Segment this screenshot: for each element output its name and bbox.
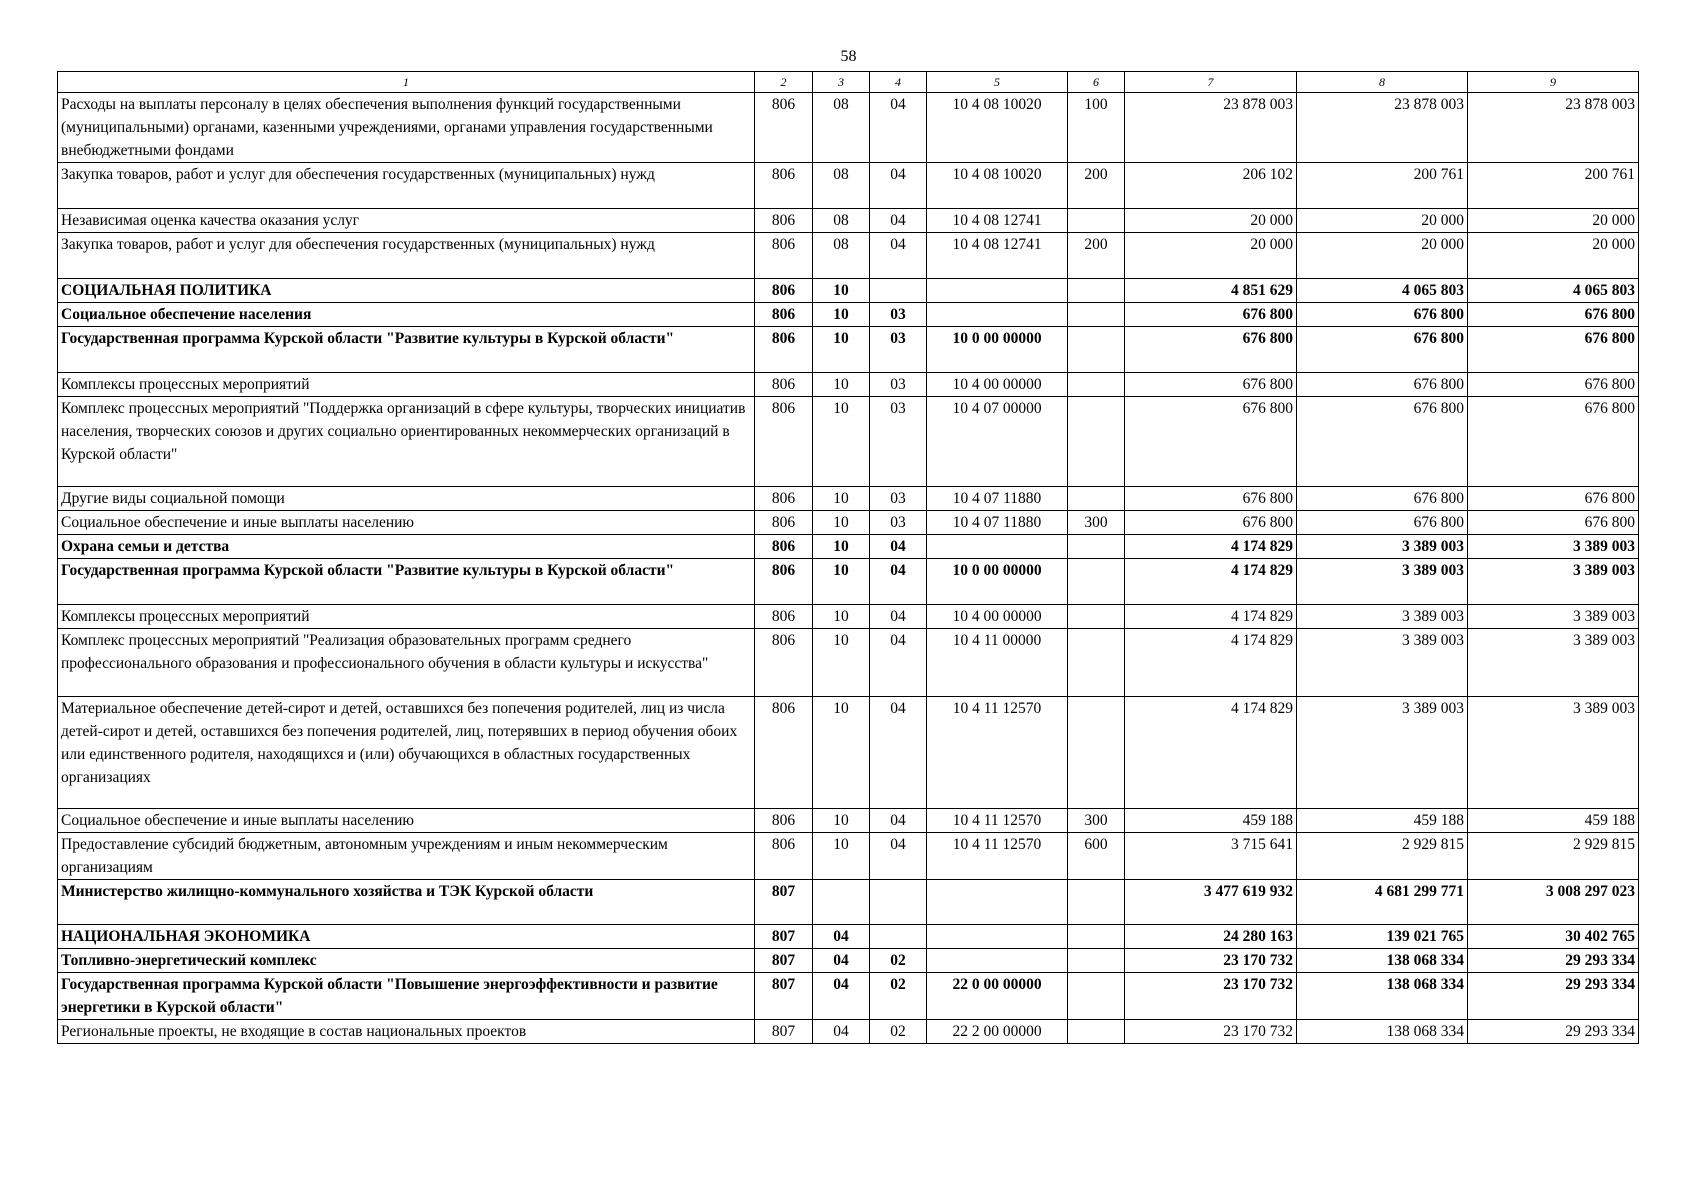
subsection-code: 04 (870, 535, 927, 559)
amount-col-8: 138 068 334 (1297, 949, 1468, 973)
section-code: 10 (813, 629, 870, 697)
table-row (58, 605, 1639, 629)
item-name: Социальное обеспечение населения (58, 303, 755, 327)
amount-col-9: 20 000 (1468, 209, 1639, 233)
section-code: 10 (813, 303, 870, 327)
expense-type-code (1068, 697, 1125, 809)
amount-col-7: 206 102 (1125, 163, 1297, 209)
section-code: 08 (813, 209, 870, 233)
section-code: 04 (813, 949, 870, 973)
expense-type-code: 100 (1068, 93, 1125, 163)
target-article-code: 10 4 11 12570 (927, 833, 1068, 880)
section-code: 10 (813, 487, 870, 511)
subsection-code: 02 (870, 949, 927, 973)
column-number: 4 (870, 72, 927, 93)
table-row (58, 93, 1639, 163)
item-name: Государственная программа Курской области "Развитие культуры в Курской области" (58, 327, 755, 373)
amount-col-8: 3 389 003 (1297, 535, 1468, 559)
expense-type-code (1068, 535, 1125, 559)
target-article-code (927, 880, 1068, 925)
amount-col-7: 3 715 641 (1125, 833, 1297, 880)
column-number: 5 (927, 72, 1068, 93)
column-number: 2 (755, 72, 813, 93)
expense-type-code (1068, 925, 1125, 949)
item-name: Независимая оценка качества оказания услуг (58, 209, 755, 233)
expense-type-code: 200 (1068, 163, 1125, 209)
section-code: 08 (813, 233, 870, 279)
ministry-code: 806 (755, 511, 813, 535)
amount-col-8: 2 929 815 (1297, 833, 1468, 880)
target-article-code (927, 925, 1068, 949)
subsection-code: 03 (870, 327, 927, 373)
target-article-code: 10 0 00 00000 (927, 327, 1068, 373)
ministry-code: 807 (755, 973, 813, 1020)
table-row (58, 559, 1639, 605)
expense-type-code (1068, 303, 1125, 327)
amount-col-8: 3 389 003 (1297, 559, 1468, 605)
expense-type-code (1068, 1020, 1125, 1044)
target-article-code: 22 2 00 00000 (927, 1020, 1068, 1044)
amount-col-7: 4 851 629 (1125, 279, 1297, 303)
amount-col-9: 676 800 (1468, 303, 1639, 327)
table-row (58, 303, 1639, 327)
amount-col-7: 4 174 829 (1125, 605, 1297, 629)
section-code: 10 (813, 511, 870, 535)
section-code: 04 (813, 1020, 870, 1044)
table-row (58, 373, 1639, 397)
amount-col-8: 20 000 (1297, 209, 1468, 233)
subsection-code: 04 (870, 559, 927, 605)
amount-col-9: 4 065 803 (1468, 279, 1639, 303)
amount-col-7: 20 000 (1125, 233, 1297, 279)
subsection-code: 04 (870, 605, 927, 629)
subsection-code (870, 279, 927, 303)
column-number-row (58, 72, 1639, 93)
amount-col-9: 676 800 (1468, 487, 1639, 511)
ministry-code: 806 (755, 303, 813, 327)
amount-col-8: 200 761 (1297, 163, 1468, 209)
ministry-code: 806 (755, 487, 813, 511)
section-code: 10 (813, 397, 870, 487)
target-article-code: 10 4 00 00000 (927, 605, 1068, 629)
amount-col-9: 676 800 (1468, 511, 1639, 535)
section-code: 08 (813, 163, 870, 209)
amount-col-7: 23 878 003 (1125, 93, 1297, 163)
item-name: Министерство жилищно-коммунального хозяйства и ТЭК Курской области (58, 880, 755, 925)
amount-col-9: 676 800 (1468, 373, 1639, 397)
subsection-code (870, 925, 927, 949)
ministry-code: 806 (755, 559, 813, 605)
table-row (58, 880, 1639, 925)
amount-col-9: 3 008 297 023 (1468, 880, 1639, 925)
expense-type-code (1068, 605, 1125, 629)
budget-table (57, 71, 1639, 1044)
item-name: НАЦИОНАЛЬНАЯ ЭКОНОМИКА (58, 925, 755, 949)
ministry-code: 806 (755, 809, 813, 833)
subsection-code: 04 (870, 93, 927, 163)
amount-col-9: 3 389 003 (1468, 697, 1639, 809)
table-row (58, 209, 1639, 233)
amount-col-8: 676 800 (1297, 511, 1468, 535)
ministry-code: 807 (755, 1020, 813, 1044)
amount-col-8: 23 878 003 (1297, 93, 1468, 163)
item-name: Государственная программа Курской области "Развитие культуры в Курской области" (58, 559, 755, 605)
amount-col-9: 29 293 334 (1468, 1020, 1639, 1044)
amount-col-7: 3 477 619 932 (1125, 880, 1297, 925)
amount-col-7: 4 174 829 (1125, 559, 1297, 605)
ministry-code: 806 (755, 535, 813, 559)
amount-col-9: 676 800 (1468, 397, 1639, 487)
section-code: 04 (813, 925, 870, 949)
amount-col-9: 676 800 (1468, 327, 1639, 373)
item-name: Комплекс процессных мероприятий "Поддержка организаций в сфере культуры, творческих инициатив населения, творческих союзов и других социально ориентированных некоммерческих организаций в Курской области" (58, 397, 755, 487)
expense-type-code: 600 (1068, 833, 1125, 880)
subsection-code: 03 (870, 487, 927, 511)
amount-col-7: 676 800 (1125, 487, 1297, 511)
target-article-code: 10 4 07 11880 (927, 511, 1068, 535)
amount-col-7: 23 170 732 (1125, 973, 1297, 1020)
page-number: 58 (840, 48, 857, 65)
item-name: Комплексы процессных мероприятий (58, 373, 755, 397)
amount-col-8: 4 065 803 (1297, 279, 1468, 303)
column-number: 9 (1468, 72, 1639, 93)
expense-type-code (1068, 397, 1125, 487)
subsection-code: 04 (870, 809, 927, 833)
subsection-code: 04 (870, 629, 927, 697)
subsection-code: 04 (870, 209, 927, 233)
subsection-code: 02 (870, 973, 927, 1020)
amount-col-7: 676 800 (1125, 511, 1297, 535)
subsection-code: 03 (870, 373, 927, 397)
table-row (58, 629, 1639, 697)
column-number: 1 (58, 72, 755, 93)
item-name: Материальное обеспечение детей-сирот и детей, оставшихся без попечения родителей, лиц из числа детей-сирот и детей, оставшихся без попечения родителей, лиц, потерявших в период обучения обоих или единственного родителя, находящихся и (или) обучающихся в областных государственных организациях (58, 697, 755, 809)
column-number: 8 (1297, 72, 1468, 93)
ministry-code: 806 (755, 833, 813, 880)
amount-col-9: 459 188 (1468, 809, 1639, 833)
section-code: 10 (813, 559, 870, 605)
ministry-code: 806 (755, 163, 813, 209)
target-article-code (927, 949, 1068, 973)
target-article-code: 10 4 08 10020 (927, 93, 1068, 163)
table-row (58, 925, 1639, 949)
amount-col-8: 20 000 (1297, 233, 1468, 279)
table-row (58, 973, 1639, 1020)
amount-col-7: 23 170 732 (1125, 1020, 1297, 1044)
item-name: Другие виды социальной помощи (58, 487, 755, 511)
amount-col-8: 459 188 (1297, 809, 1468, 833)
expense-type-code (1068, 880, 1125, 925)
item-name: Предоставление субсидий бюджетным, автономным учреждениям и иным некоммерческим организациям (58, 833, 755, 880)
subsection-code: 03 (870, 397, 927, 487)
table-row (58, 511, 1639, 535)
amount-col-8: 676 800 (1297, 487, 1468, 511)
expense-type-code: 300 (1068, 511, 1125, 535)
amount-col-8: 3 389 003 (1297, 605, 1468, 629)
amount-col-7: 4 174 829 (1125, 629, 1297, 697)
amount-col-7: 676 800 (1125, 327, 1297, 373)
table-row (58, 697, 1639, 809)
target-article-code: 10 4 11 12570 (927, 809, 1068, 833)
table-row (58, 327, 1639, 373)
column-number: 6 (1068, 72, 1125, 93)
item-name: Закупка товаров, работ и услуг для обеспечения государственных (муниципальных) нужд (58, 163, 755, 209)
expense-type-code: 300 (1068, 809, 1125, 833)
section-code: 04 (813, 973, 870, 1020)
amount-col-7: 459 188 (1125, 809, 1297, 833)
target-article-code: 10 4 08 12741 (927, 209, 1068, 233)
amount-col-9: 20 000 (1468, 233, 1639, 279)
section-code: 10 (813, 833, 870, 880)
section-code: 10 (813, 279, 870, 303)
amount-col-8: 139 021 765 (1297, 925, 1468, 949)
amount-col-9: 3 389 003 (1468, 629, 1639, 697)
table-row (58, 1020, 1639, 1044)
amount-col-7: 676 800 (1125, 373, 1297, 397)
section-code: 10 (813, 605, 870, 629)
amount-col-8: 4 681 299 771 (1297, 880, 1468, 925)
amount-col-7: 24 280 163 (1125, 925, 1297, 949)
ministry-code: 807 (755, 880, 813, 925)
target-article-code: 22 0 00 00000 (927, 973, 1068, 1020)
amount-col-8: 676 800 (1297, 327, 1468, 373)
target-article-code (927, 279, 1068, 303)
subsection-code: 04 (870, 233, 927, 279)
expense-type-code (1068, 487, 1125, 511)
subsection-code: 04 (870, 833, 927, 880)
item-name: Социальное обеспечение и иные выплаты населению (58, 511, 755, 535)
item-name: Расходы на выплаты персоналу в целях обеспечения выполнения функций государственными (муниципальными) органами, казенными учреждениями, органами управления государственными внебюджетными фондами (58, 93, 755, 163)
expense-type-code (1068, 373, 1125, 397)
item-name: Региональные проекты, не входящие в состав национальных проектов (58, 1020, 755, 1044)
table-row (58, 535, 1639, 559)
subsection-code: 03 (870, 303, 927, 327)
item-name: Закупка товаров, работ и услуг для обеспечения государственных (муниципальных) нужд (58, 233, 755, 279)
target-article-code: 10 4 00 00000 (927, 373, 1068, 397)
item-name: Топливно-энергетический комплекс (58, 949, 755, 973)
ministry-code: 806 (755, 605, 813, 629)
subsection-code: 04 (870, 163, 927, 209)
item-name: Охрана семьи и детства (58, 535, 755, 559)
expense-type-code (1068, 559, 1125, 605)
amount-col-9: 29 293 334 (1468, 949, 1639, 973)
section-code (813, 880, 870, 925)
target-article-code: 10 0 00 00000 (927, 559, 1068, 605)
target-article-code: 10 4 11 12570 (927, 697, 1068, 809)
table-row (58, 487, 1639, 511)
table-row (58, 279, 1639, 303)
ministry-code: 806 (755, 697, 813, 809)
column-number: 3 (813, 72, 870, 93)
ministry-code: 806 (755, 279, 813, 303)
amount-col-7: 23 170 732 (1125, 949, 1297, 973)
target-article-code: 10 4 08 12741 (927, 233, 1068, 279)
item-name: Государственная программа Курской области "Повышение энергоэффективности и развитие энергетики в Курской области" (58, 973, 755, 1020)
subsection-code (870, 880, 927, 925)
target-article-code: 10 4 07 11880 (927, 487, 1068, 511)
expense-type-code (1068, 209, 1125, 233)
expense-type-code (1068, 327, 1125, 373)
amount-col-8: 676 800 (1297, 397, 1468, 487)
table-row (58, 809, 1639, 833)
ministry-code: 807 (755, 949, 813, 973)
amount-col-9: 2 929 815 (1468, 833, 1639, 880)
ministry-code: 806 (755, 373, 813, 397)
amount-col-9: 29 293 334 (1468, 973, 1639, 1020)
amount-col-9: 30 402 765 (1468, 925, 1639, 949)
section-code: 10 (813, 535, 870, 559)
amount-col-9: 3 389 003 (1468, 605, 1639, 629)
subsection-code: 04 (870, 697, 927, 809)
section-code: 08 (813, 93, 870, 163)
expense-type-code (1068, 279, 1125, 303)
table-row (58, 397, 1639, 487)
table-row (58, 233, 1639, 279)
target-article-code: 10 4 08 10020 (927, 163, 1068, 209)
amount-col-7: 4 174 829 (1125, 697, 1297, 809)
amount-col-7: 20 000 (1125, 209, 1297, 233)
ministry-code: 806 (755, 93, 813, 163)
target-article-code: 10 4 07 00000 (927, 397, 1068, 487)
subsection-code: 02 (870, 1020, 927, 1044)
amount-col-9: 200 761 (1468, 163, 1639, 209)
amount-col-9: 3 389 003 (1468, 559, 1639, 605)
target-article-code (927, 303, 1068, 327)
amount-col-7: 676 800 (1125, 397, 1297, 487)
amount-col-8: 3 389 003 (1297, 697, 1468, 809)
amount-col-8: 3 389 003 (1297, 629, 1468, 697)
amount-col-8: 676 800 (1297, 373, 1468, 397)
ministry-code: 806 (755, 209, 813, 233)
target-article-code: 10 4 11 00000 (927, 629, 1068, 697)
ministry-code: 806 (755, 327, 813, 373)
section-code: 10 (813, 327, 870, 373)
target-article-code (927, 535, 1068, 559)
table-row (58, 163, 1639, 209)
amount-col-8: 676 800 (1297, 303, 1468, 327)
amount-col-7: 4 174 829 (1125, 535, 1297, 559)
ministry-code: 806 (755, 397, 813, 487)
item-name: Комплекс процессных мероприятий "Реализация образовательных программ среднего профессионального образования и профессионального обучения в области культуры и искусства" (58, 629, 755, 697)
amount-col-7: 676 800 (1125, 303, 1297, 327)
table-row (58, 949, 1639, 973)
subsection-code: 03 (870, 511, 927, 535)
amount-col-8: 138 068 334 (1297, 973, 1468, 1020)
expense-type-code (1068, 973, 1125, 1020)
amount-col-9: 23 878 003 (1468, 93, 1639, 163)
column-number: 7 (1125, 72, 1297, 93)
item-name: СОЦИАЛЬНАЯ ПОЛИТИКА (58, 279, 755, 303)
item-name: Социальное обеспечение и иные выплаты населению (58, 809, 755, 833)
section-code: 10 (813, 697, 870, 809)
ministry-code: 807 (755, 925, 813, 949)
ministry-code: 806 (755, 233, 813, 279)
section-code: 10 (813, 373, 870, 397)
ministry-code: 806 (755, 629, 813, 697)
amount-col-8: 138 068 334 (1297, 1020, 1468, 1044)
item-name: Комплексы процессных мероприятий (58, 605, 755, 629)
table-row (58, 833, 1639, 880)
expense-type-code (1068, 949, 1125, 973)
section-code: 10 (813, 809, 870, 833)
amount-col-9: 3 389 003 (1468, 535, 1639, 559)
expense-type-code: 200 (1068, 233, 1125, 279)
expense-type-code (1068, 629, 1125, 697)
